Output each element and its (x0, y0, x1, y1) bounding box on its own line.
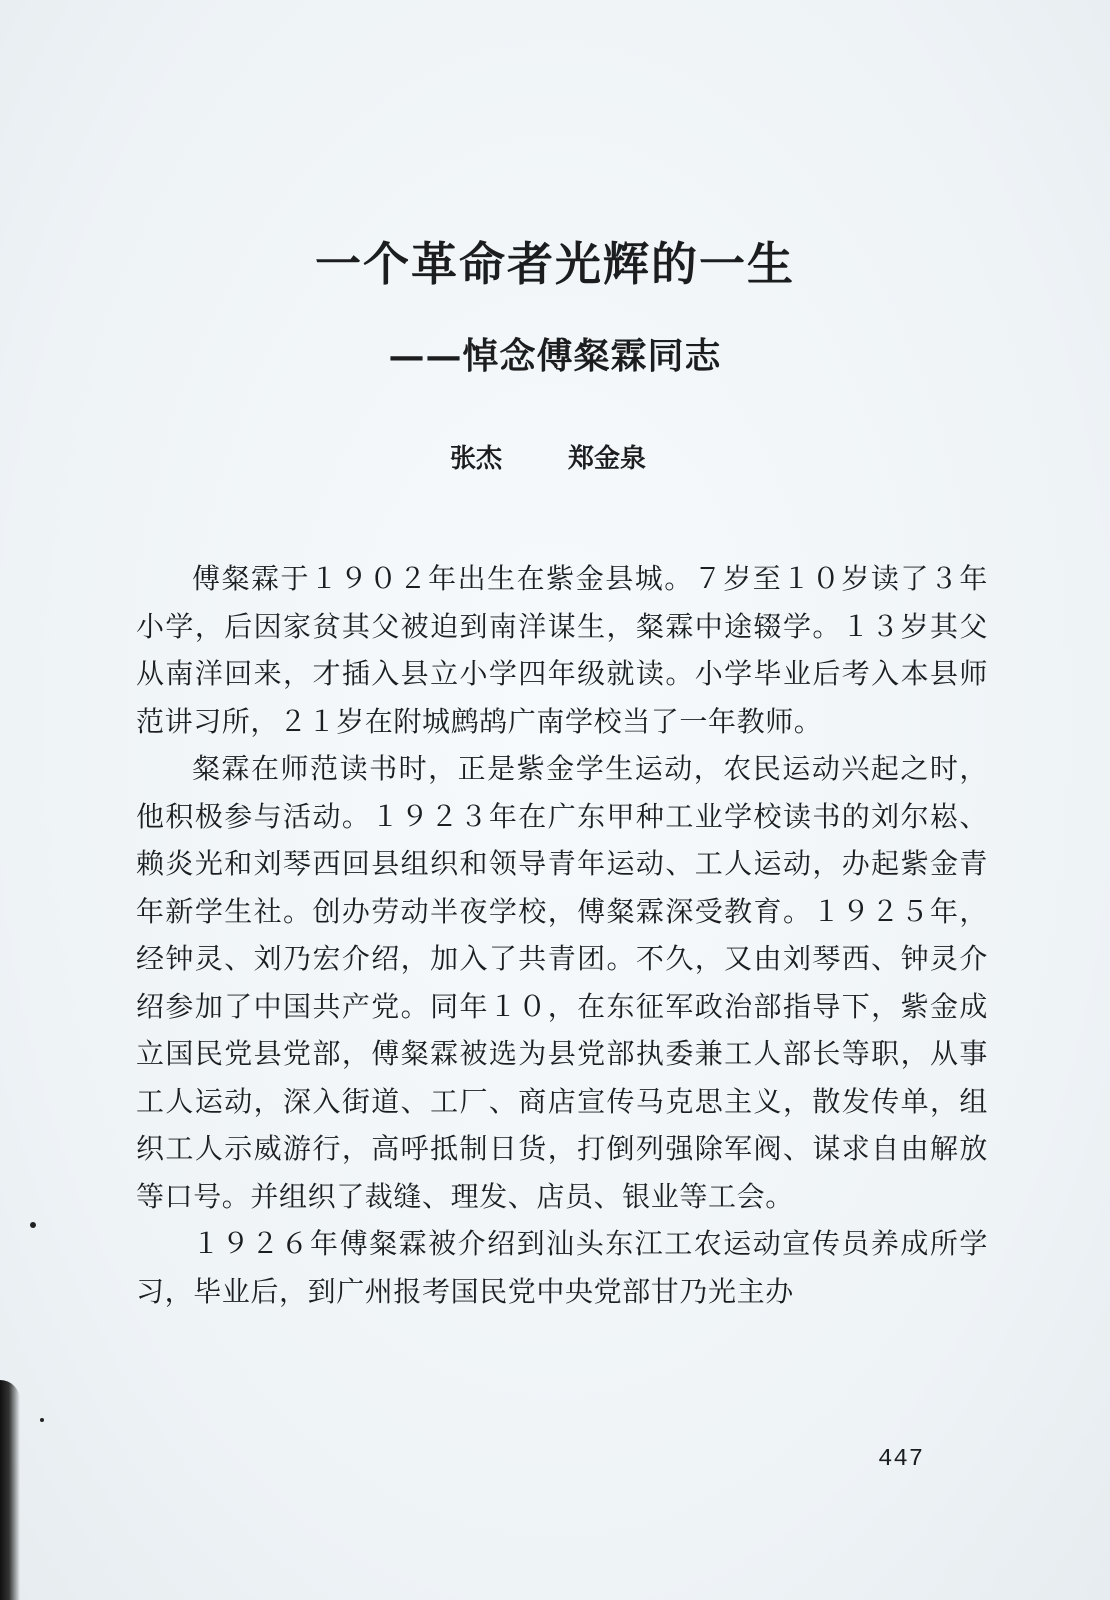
body-paragraph: 傅粲霖于１９０２年出生在紫金县城。７岁至１０岁读了３年小学，后因家贫其父被迫到南洋谋生，粲霖中途辍学。１３岁其父从南洋回来，才插入县立小学四年级就读。小学毕业后考入本县师范讲习所，２１岁在附城鹧鸪广南学校当了一年教师。 (136, 562, 988, 738)
author-name: 张杰 (450, 444, 503, 474)
article-title: 一个革命者光辉的一生 (315, 237, 795, 291)
page-number: 447 (878, 1446, 925, 1473)
body-paragraph: １９２６年傅粲霖被介绍到汕头东江工农运动宣传员养成所学习，毕业后，到广州报考国民党中央党部甘乃光主办 (136, 1227, 988, 1308)
article-subtitle: ——悼念傅粲霖同志 (388, 335, 722, 377)
article-body (136, 555, 988, 1315)
body-paragraph: 粲霖在师范读书时，正是紫金学生运动，农民运动兴起之时，他积极参与活动。１９２３年在广东甲种工业学校读书的刘尔崧、赖炎光和刘琴西回县组织和领导青年运动、工人运动，办起紫金青年新学生社。创办劳动半夜学校，傅粲霖深受教育。１９２５年，经钟灵、刘乃宏介绍，加入了共青团。不久，又由刘琴西、钟灵介绍参加了中国共产党。同年１０，在东征军政治部指导下，紫金成立国民党县党部，傅粲霖被选为县党部执委兼工人部长等职，从事工人运动，深入街道、工厂、商店宣传马克思主义，散发传单，组织工人示威游行，高呼抵制日货，打倒列强除军阀、谋求自由解放等口号。并组织了裁缝、理发、店员、银业等工会。 (136, 752, 988, 1213)
scan-edge-shadow (0, 1380, 20, 1600)
author-name: 郑金泉 (568, 444, 647, 474)
scan-speck (40, 1418, 44, 1422)
author-line (450, 438, 730, 475)
scan-speck (30, 1222, 36, 1228)
